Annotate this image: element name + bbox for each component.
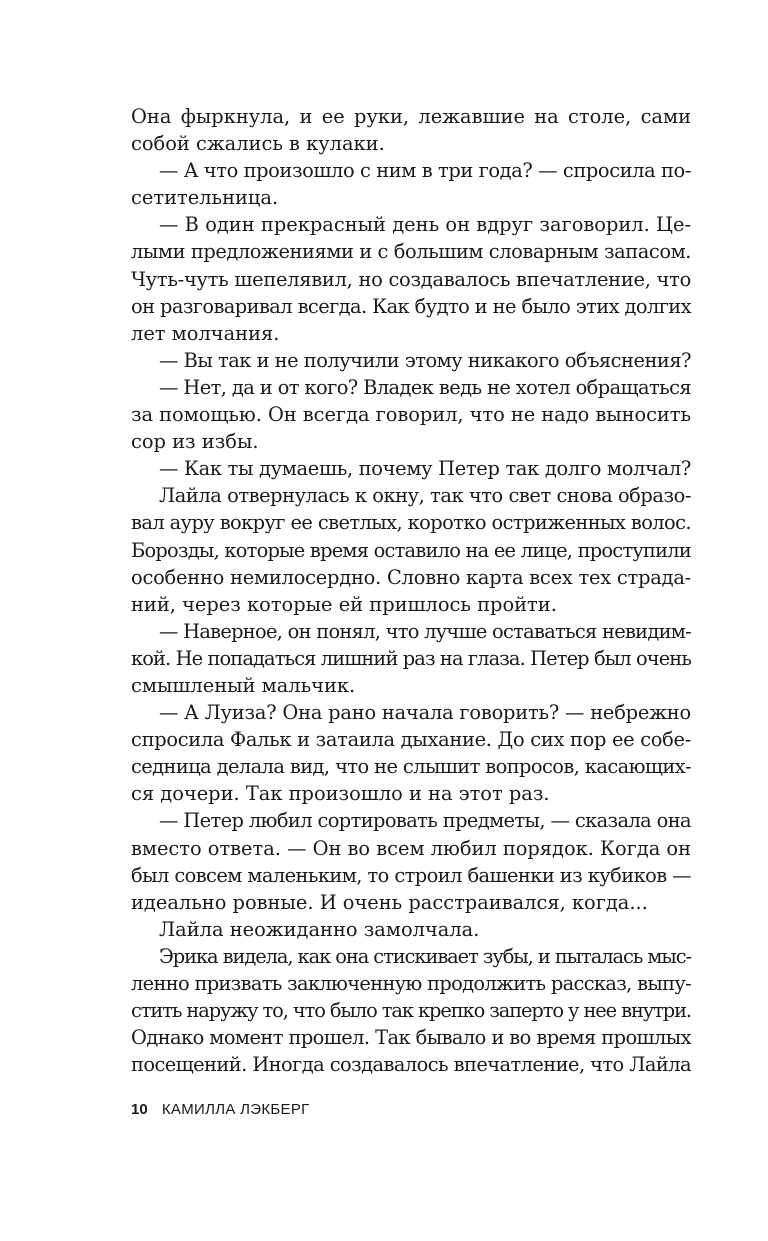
page-body [131,103,691,1078]
text-line: посещений. Иногда создавалось впечатление, что Лайла [131,1053,691,1077]
text-line: Лайла отвернулась к окну, так что свет снова образо- [159,484,691,508]
text-line: он разговаривал всегда. Как будто и не было этих долгих [131,294,691,318]
text-line: сетительница. [131,186,279,210]
text-line: ний, через которые ей пришлось пройти. [131,592,557,616]
text-line: сор из избы. [131,430,259,454]
text-line: — Нет, да и от кого? Владек ведь не хотел обращаться [159,375,691,399]
text-line: кой. Не попадаться лишний раз на глаза. Петер был очень [131,646,691,670]
text-line: идеально ровные. И очень расстраивался, когда... [131,890,648,914]
text-line: Чуть-чуть шепелявил, но создавалось впечатление, что [131,267,692,291]
text-line: вал ауру вокруг ее светлых, коротко остриженных волос. [131,511,691,535]
text-line: был совсем маленьким, то строил башенки из кубиков — [131,863,691,887]
text-line: — В один прекрасный день он вдруг заговорил. Це- [159,213,691,237]
text-line: — Наверное, он понял, что лучше оставаться невидим- [159,619,691,643]
text-line: — А что произошло с ним в три года? — спросила по- [159,159,691,183]
text-line: — Петер любил сортировать предметы, — сказала она [159,809,691,833]
text-line: — Как ты думаешь, почему Петер так долго молчал? [159,457,691,481]
text-line: лет молчания. [131,321,280,345]
text-line: Эрика видела, как она стискивает зубы, и пыталась мыс- [159,944,691,968]
text-line: смышленый мальчик. [131,673,356,697]
page-footer [131,1101,310,1118]
text-line: собой сжались в кулаки. [131,132,385,156]
text-line: лыми предложениями и с большим словарным запасом. [131,240,691,264]
text-line: стить наружу то, что было так крепко заперто у нее внутри. [131,999,691,1023]
text-line: Однако момент прошел. Так бывало и во время прошлых [131,1026,691,1050]
text-line: ленно призвать заключенную продолжить рассказ, выпу- [131,972,691,995]
page-number: 10 [131,1101,148,1118]
running-header-author: КАМИЛЛА ЛЭКБЕРГ [161,1101,310,1118]
text-line: — Вы так и не получили этому никакого объяснения? [159,348,691,372]
text-line: седница делала вид, что не слышит вопросов, касающих- [131,755,691,779]
text-line: ся дочери. Так произошло и на этот раз. [131,782,550,806]
text-line: вместо ответа. — Он во всем любил порядок. Когда он [131,836,691,860]
text-line: за помощью. Он всегда говорил, что не надо выносить [131,403,691,427]
text-line: Лайла неожиданно замолчала. [159,917,480,941]
text-line: Борозды, которые время оставило на ее лице, проступили [131,538,691,562]
text-line: особенно немилосердно. Словно карта всех тех страда- [131,565,691,589]
text-line: — А Луиза? Она рано начала говорить? — небрежно [159,701,691,725]
text-line: спросила Фальк и затаила дыхание. До сих пор ее собе- [131,728,691,752]
text-line: Она фыркнула, и ее руки, лежавшие на столе, сами [131,105,691,128]
